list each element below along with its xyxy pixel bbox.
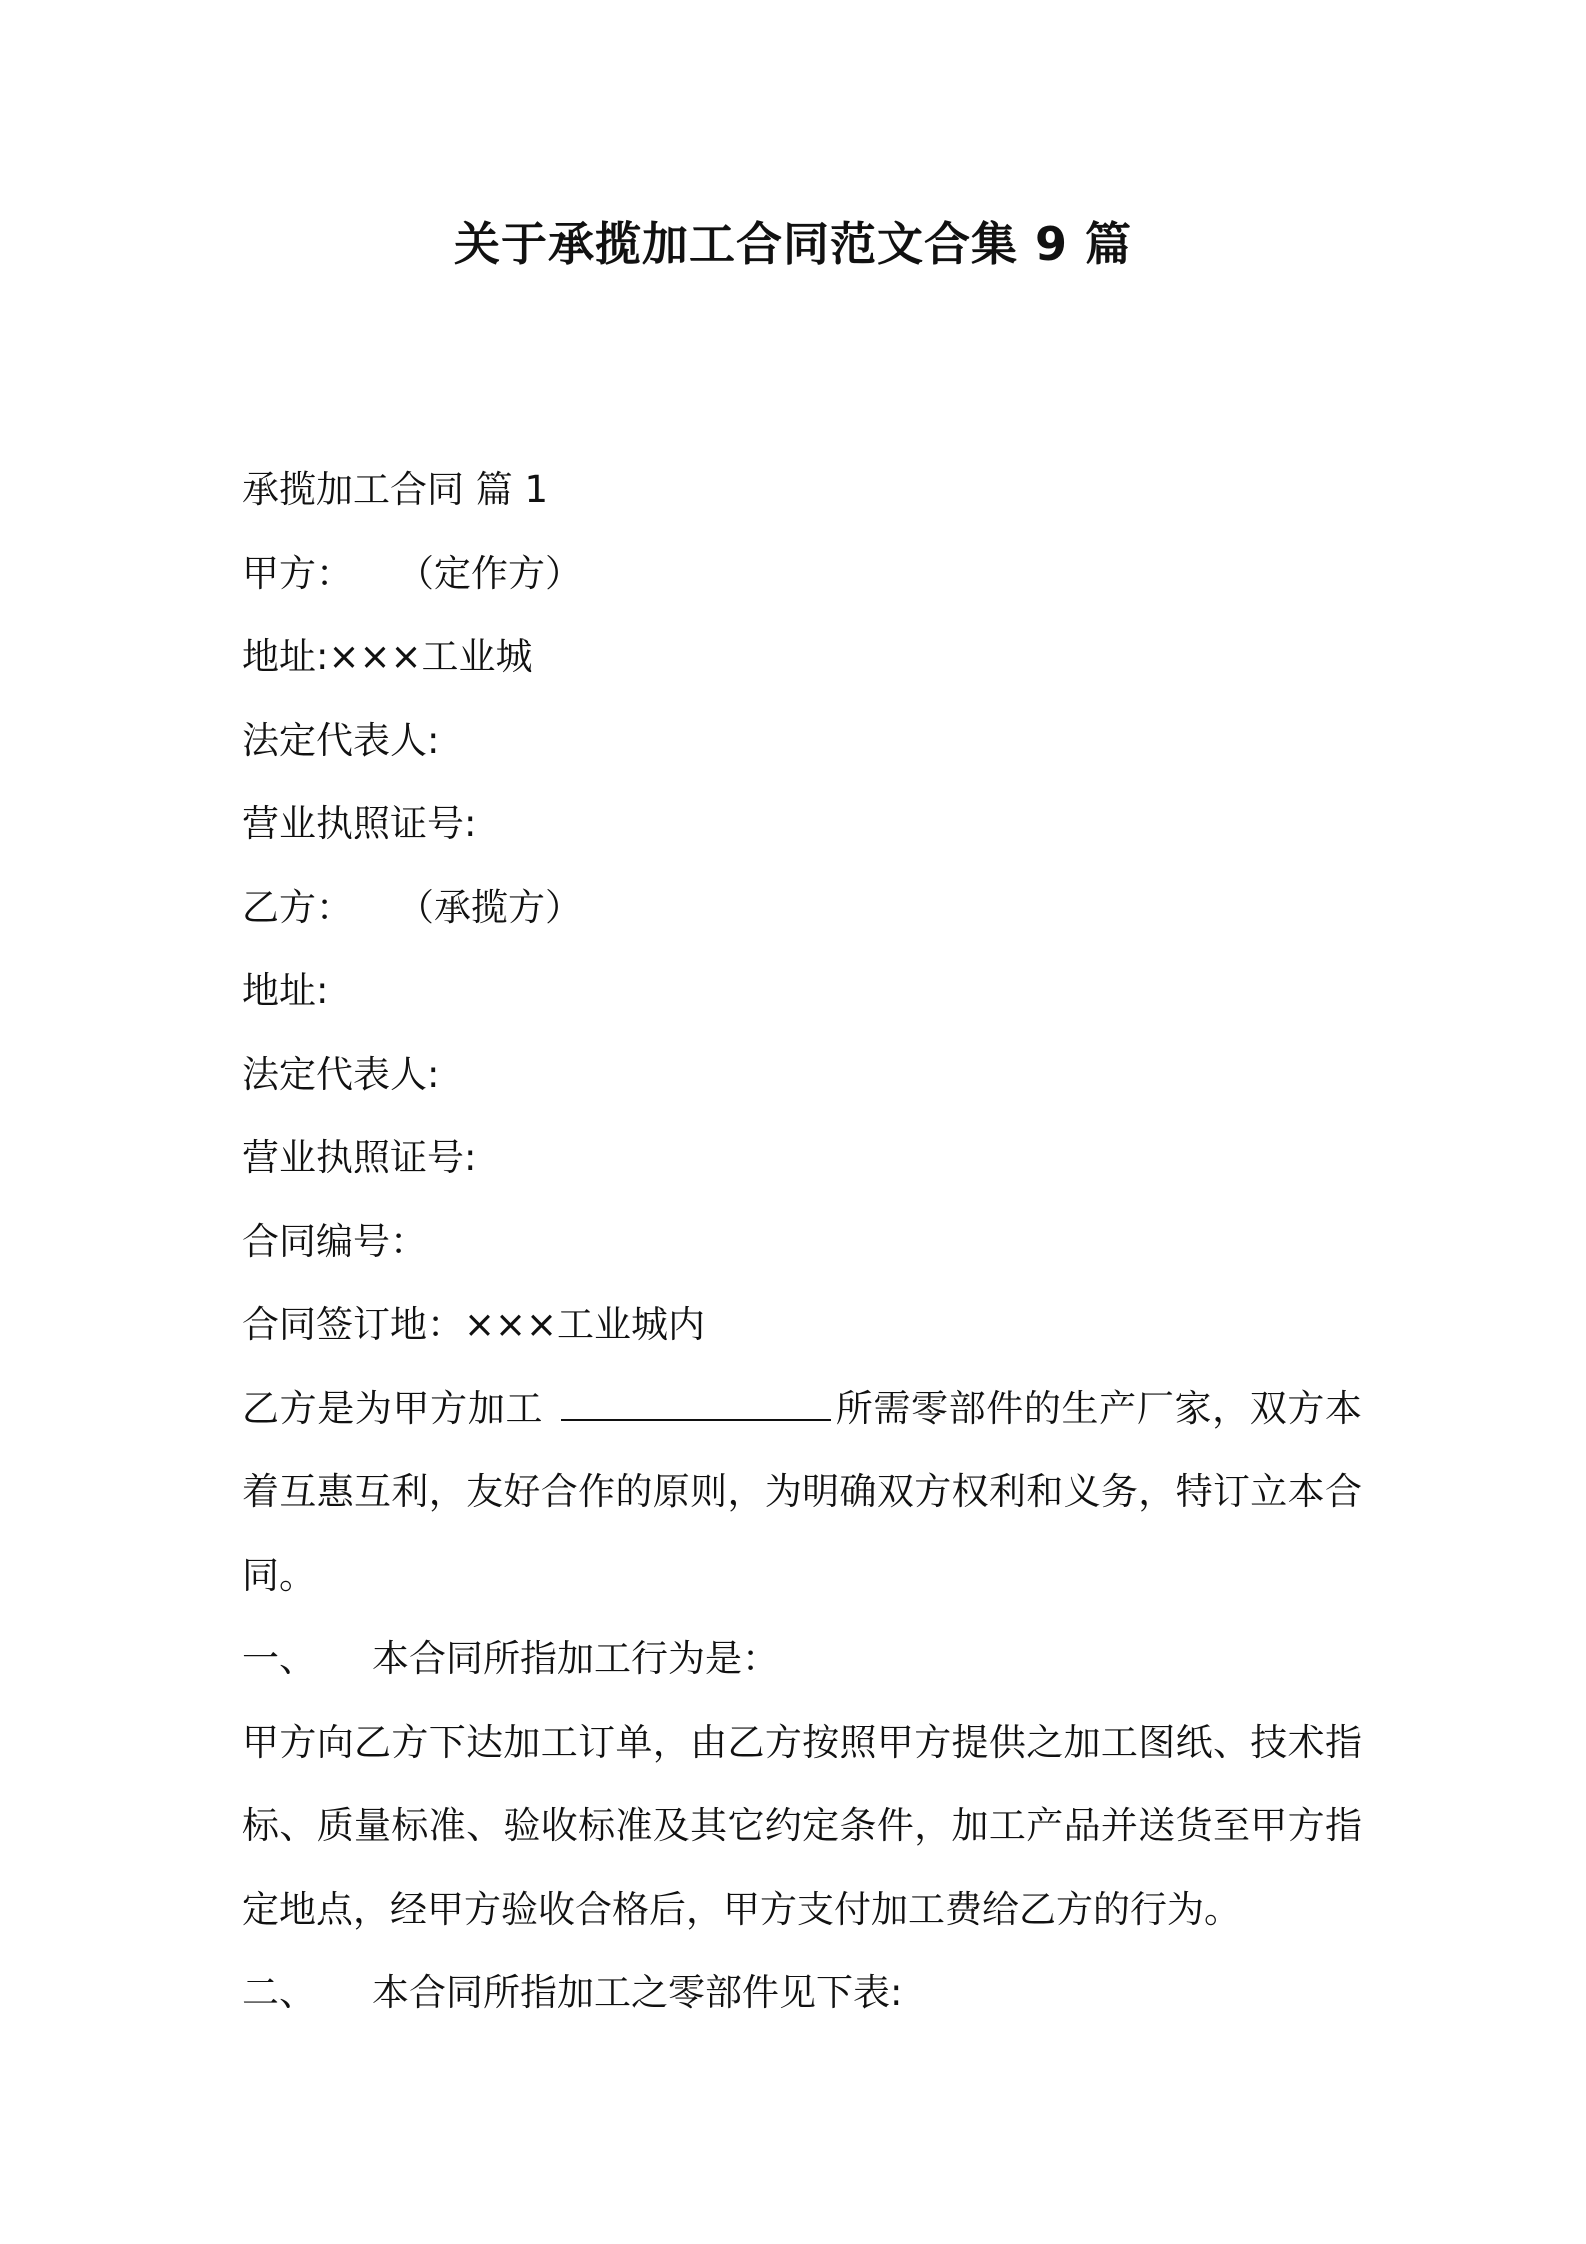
party-a-label: 甲方： (242, 551, 353, 595)
document-title: 关于承揽加工合同范文合集 9 篇 (453, 217, 1133, 271)
section-heading: 承揽加工合同 篇 1 (242, 468, 549, 511)
clause-1-body: 甲方向乙方下达加工订单，由乙方按照甲方提供之加工图纸、技术指标、质量标准、验收标准及其它约定条件，加工产品并送货至甲方指定地点，经甲方验收合格后，甲方支付加工费给乙方的行为。 (242, 1720, 1362, 1931)
party-b-label: 乙方： (242, 885, 353, 929)
document-body (242, 448, 1362, 2035)
party-b-role: （承揽方） (397, 885, 582, 929)
signing-place: 合同签订地：×××工业城内 (242, 1303, 706, 1346)
party-a-role: （定作方） (397, 551, 582, 595)
clause-1-number: 一、 (242, 1637, 316, 1680)
clause-2-number: 二、 (242, 1971, 316, 2014)
party-a-representative: 法定代表人: (242, 718, 440, 762)
clause-1-heading (242, 1617, 1362, 1701)
intro-suffix: 所需零部件的生产厂家，双方本着互惠互利，友好合作的原则，为明确双方权利和义务，特订立本合同。 (242, 1386, 1363, 1597)
intro-prefix: 乙方是为甲方加工 (242, 1386, 544, 1430)
party-a-address: 地址:×××工业城 (242, 635, 533, 678)
contract-number: 合同编号： (242, 1219, 427, 1263)
intro-paragraph (242, 1367, 1362, 1618)
party-a-line (242, 532, 1362, 616)
party-b-license: 营业执照证号: (242, 1136, 477, 1179)
clause-2-heading (242, 1951, 1362, 2035)
clause-1-title: 本合同所指加工行为是： (372, 1637, 779, 1680)
party-b-line (242, 866, 1362, 950)
party-a-license: 营业执照证号: (242, 802, 477, 845)
clause-2-title: 本合同所指加工之零部件见下表: (372, 1971, 903, 2014)
party-b-address: 地址: (242, 969, 329, 1012)
party-b-representative: 法定代表人: (242, 1052, 440, 1096)
fill-in-blank (561, 1391, 831, 1421)
